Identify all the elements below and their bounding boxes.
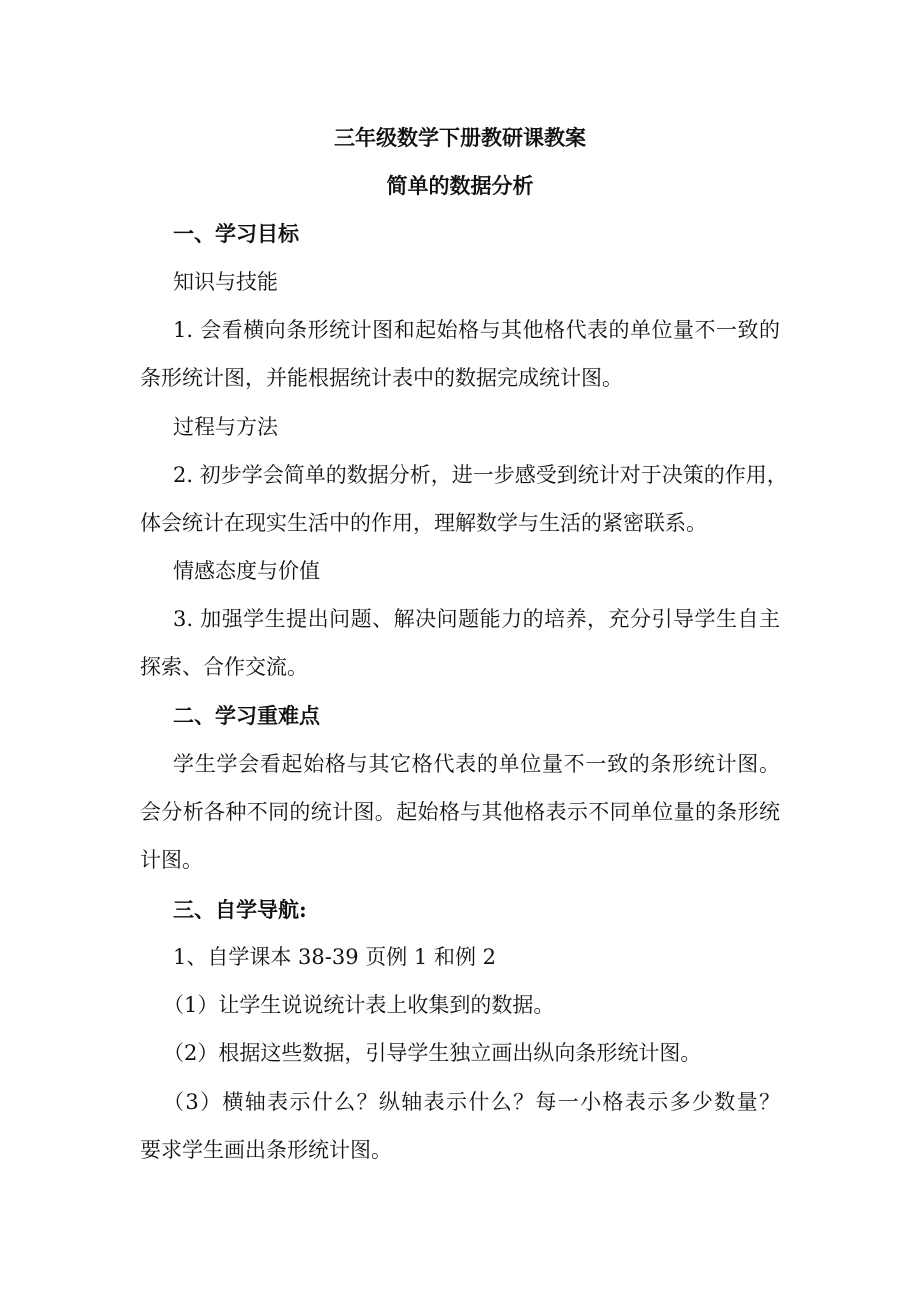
document-title: 三年级数学下册教研课教案 [334, 125, 586, 150]
self-study-sub-2: （2）根据这些数据，引导学生独立画出纵向条形统计图。 [163, 1041, 702, 1065]
key-points-line-2: 会分析各种不同的统计图。起始格与其他格表示不同单位量的条形统 [140, 800, 780, 824]
subheading-emotion: 情感态度与价值 [173, 559, 320, 583]
section-heading-self-study: 三、自学导航: [173, 897, 307, 922]
section-heading-key-points: 二、学习重难点 [173, 703, 320, 728]
self-study-sub-1: （1）让学生说说统计表上收集到的数据。 [163, 993, 555, 1017]
self-study-sub-3-line-2: 要求学生画出条形统计图。 [140, 1138, 392, 1162]
objective-item-2-line-2: 体会统计在现实生活中的作用，理解数学与生活的紧密联系。 [140, 511, 707, 535]
document-subtitle: 简单的数据分析 [386, 173, 534, 198]
key-points-line-1: 学生学会看起始格与其它格代表的单位量不一致的条形统计图。 [173, 752, 780, 776]
objective-item-3-line-1: 3. 加强学生提出问题、解决问题能力的培养，充分引导学生自主 [173, 607, 780, 631]
objective-item-1-line-1: 1. 会看横向条形统计图和起始格与其他格代表的单位量不一致的 [173, 318, 780, 342]
subheading-process: 过程与方法 [173, 415, 278, 439]
section-heading-objectives: 一、学习目标 [173, 221, 299, 246]
objective-item-3-line-2: 探索、合作交流。 [140, 655, 308, 679]
self-study-item-1: 1、自学课本 38-39 页例 1 和例 2 [173, 945, 496, 969]
subheading-knowledge: 知识与技能 [173, 270, 278, 294]
key-points-line-3: 计图。 [140, 848, 203, 872]
objective-item-2-line-1: 2. 初步学会简单的数据分析，进一步感受到统计对于决策的作用， [173, 463, 788, 487]
self-study-sub-3-line-1: （3）横轴表示什么？纵轴表示什么？每一小格表示多少数量？ [163, 1090, 780, 1114]
objective-item-1-line-2: 条形统计图，并能根据统计表中的数据完成统计图。 [140, 366, 623, 390]
